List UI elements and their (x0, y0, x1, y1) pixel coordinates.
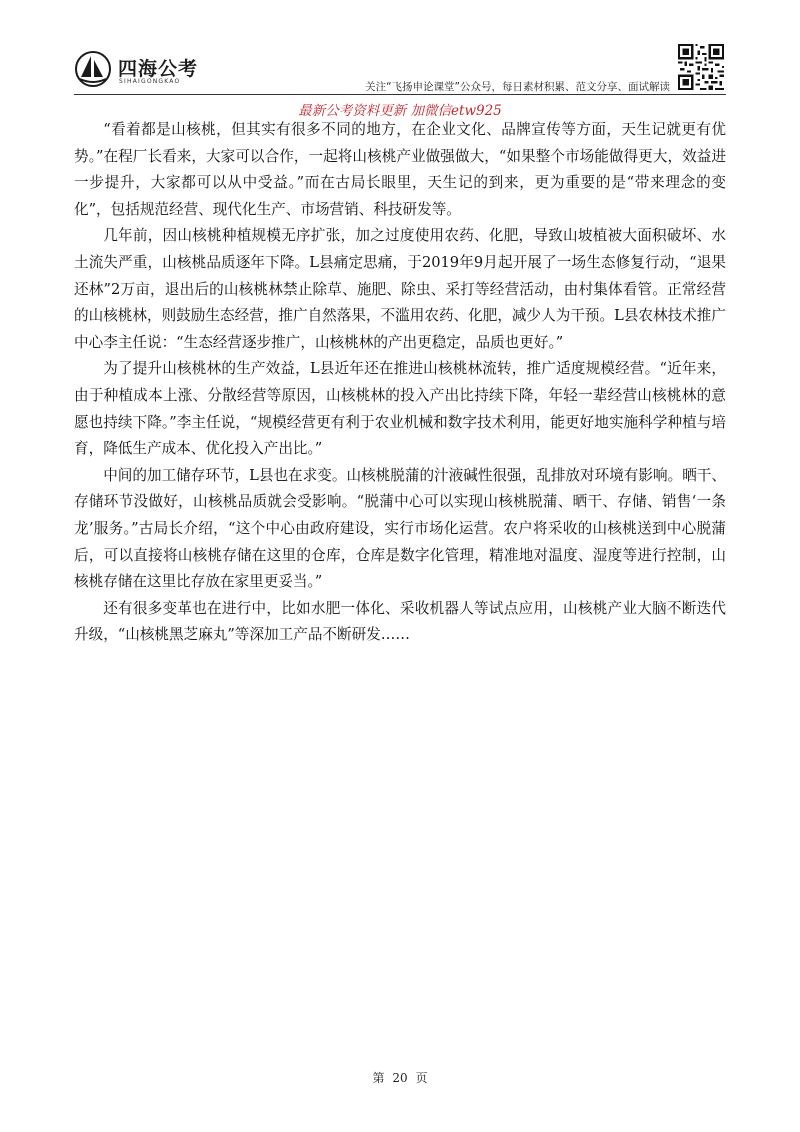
header-divider (74, 94, 726, 95)
qr-code-icon (678, 44, 724, 90)
brand-subtitle: SIHAIGONGKAO (119, 78, 181, 85)
article-body (74, 117, 726, 649)
sailboat-logo-icon (74, 50, 112, 88)
page-header (0, 0, 800, 100)
header-tagline: 关注“飞扬申论课堂”公众号，每日素材积累、范文分享、面试解读 (365, 81, 670, 93)
brand-logo (74, 50, 214, 92)
paragraph-3: 为了提升山核桃林的生产效益，L县近年还在推进山核桃林流转，推广适度规模经营。“近年来，由于种植成本上涨、分散经营等原因，山核桃林的投入产出比持续下降，年轻一辈经营山核桃林的意愿也持续下降。”李主任说，“规模经营更有利于农业机械和数字技术利用，能更好地实施科学种植与培育，降低生产成本、优化投入产出比。” (74, 360, 726, 458)
paragraph-4: 中间的加工储存环节，L县也在求变。山核桃脱蒲的汁液碱性很强，乱排放对环境有影响。晒干、存储环节没做好，山核桃品质就会受影响。“脱蒲中心可以实现山核桃脱蒲、晒干、存储、销售‘一条龙’服务。”古局长介绍，“这个中心由政府建设，实行市场化运营。农户将采收的山核桃送到中心脱蒲后，可以直接将山核桃存储在这里的仓库，仓库是数字化管理，精准地对温度、湿度等进行控制，山核桃存储在这里比存放在家里更妥当。” (74, 466, 726, 591)
page-number: 第 20 页 (372, 1071, 428, 1085)
brand-name: 四海公考 (118, 58, 199, 80)
paragraph-5: 还有很多变革也在进行中，比如水肥一体化、采收机器人等试点应用，山核桃产业大脑不断迭代升级，“山核桃黑芝麻丸”等深加工产品不断研发…… (74, 599, 726, 644)
paragraph-1: “看着都是山核桃，但其实有很多不同的地方，在企业文化、品牌宣传等方面，天生记就更有优势。”在程厂长看来，大家可以合作，一起将山核桃产业做强做大，“如果整个市场能做得更大，效益进一步提升，大家都可以从中受益。”而在古局长眼里，天生记的到来，更为重要的是“带来理念的变化”，包括规范经营、现代化生产、市场营销、科技研发等。 (74, 121, 726, 218)
paragraph-2: 几年前，因山核桃种植规模无序扩张，加之过度使用农药、化肥，导致山坡植被大面积破坏、水土流失严重，山核桃品质逐年下降。L县痛定思痛，于2019年9月起开展了一场生态修复行动，“退果还林”2万亩，退出后的山核桃林禁止除草、施肥、除虫、采打等经营活动，由村集体看管。正常经营的山核桃林，则鼓励生态经营，推广自然落果，不滥用农药、化肥，减少人为干预。L县农林技术推广中心李主任说：“生态经营逐步推广，山核桃林的产出更稳定，品质也更好。” (74, 227, 726, 351)
watermark-text: 最新公考资料更新 加微信etw925 (298, 103, 502, 119)
